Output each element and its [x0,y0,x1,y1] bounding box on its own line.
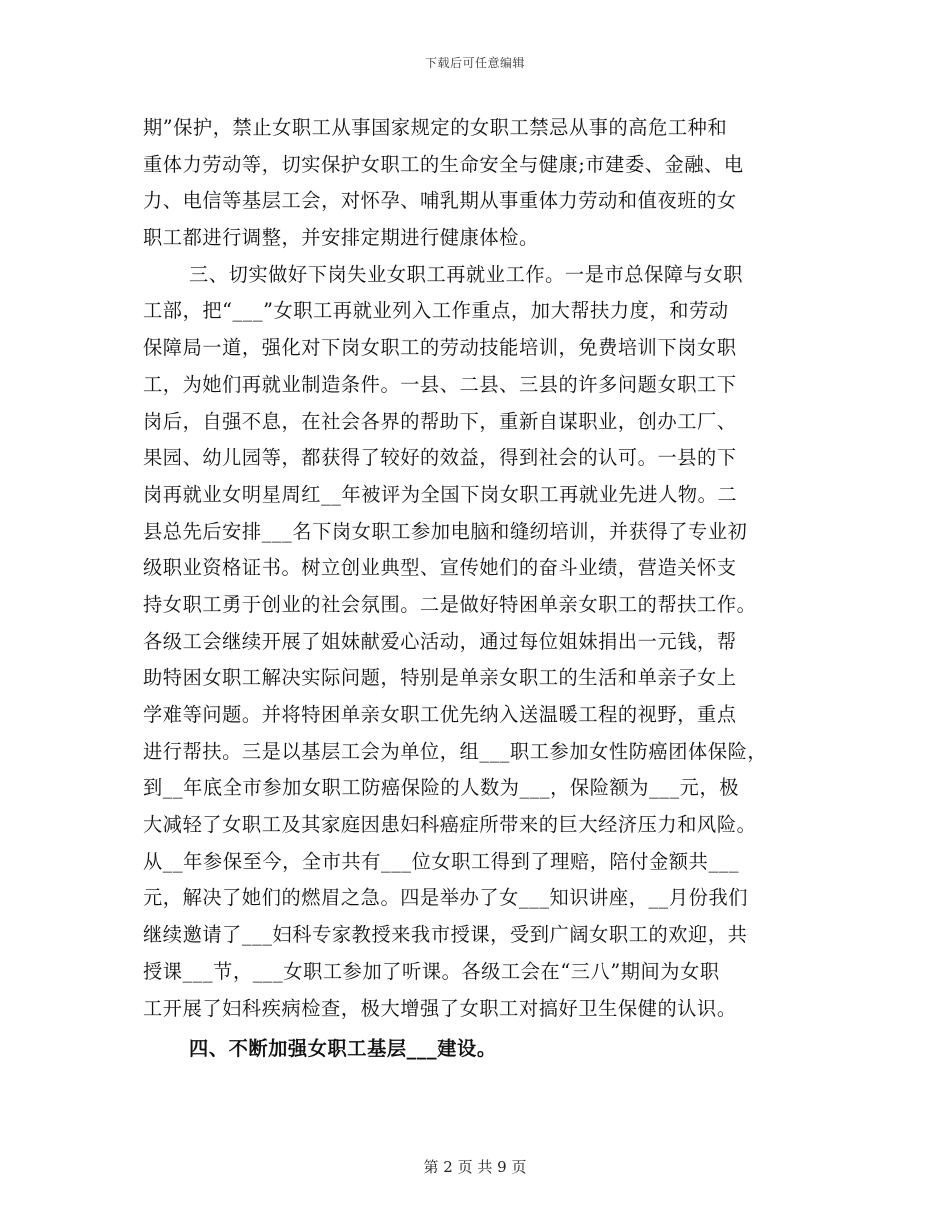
body-line: 元，解决了她们的燃眉之急。四是举办了女___知识讲座，__月份我们 [143,886,749,910]
body-line: 学难等问题。并将特困单亲女职工优先纳入送温暖工程的视野，重点 [143,703,737,726]
body-line: 持女职工勇于创业的社会氛围。二是做好特困单亲女职工的帮扶工作。 [143,592,757,616]
body-line: 工开展了妇科疾病检查，极大增强了女职工对搞好卫生保健的认识。 [143,996,737,1020]
document-body [143,110,823,1068]
body-line: 从__年参保至今，全市共有___位女职工得到了理赔，陪付金额共___ [143,849,740,873]
body-line: 期”保护，禁止女职工从事国家规定的女职工禁忌从事的高危工种和 [143,116,728,139]
body-line: 授课___节，___女职工参加了听课。各级工会在“三八”期间为女职 [143,959,720,983]
section-heading: 四、不断加强女职工基层___建设。 [189,1037,497,1061]
body-line: 力、电信等基层工会，对怀孕、哺乳期从事重体力劳动和值夜班的女 [143,189,737,213]
body-line: 工部，把“___”女职工再就业列入工作重点，加大帮扶力度，和劳动 [143,299,729,323]
body-line: 县总先后安排___名下岗女职工参加电脑和缝纫培训，并获得了专业初 [143,519,748,543]
body-line: 岗再就业女明星周红__年被评为全国下岗女职工再就业先进人物。二 [143,482,738,506]
body-line: 岗后，自强不息，在社会各界的帮助下，重新自谋职业，创办工厂、 [143,409,737,433]
body-line: 级职业资格证书。树立创业典型、宣传她们的奋斗业绩，营造关怀支 [143,556,737,580]
body-line: 工，为她们再就业制造条件。一县、二县、三县的许多问题女职工下 [143,372,737,396]
body-line: 职工都进行调整，并安排定期进行健康体检。 [143,226,539,250]
body-line: 继续邀请了___妇科专家教授来我市授课，受到广阔女职工的欢迎，共 [143,923,748,947]
paragraph-start-line: 三、切实做好下岗失业女职工再就业工作。一是市总保障与女职 [189,262,744,286]
body-line: 进行帮扶。三是以基层工会为单位，组___职工参加女性防癌团体保险， [143,739,768,763]
body-line: 助特困女职工解决实际问题，特别是单亲女职工的生活和单亲子女上 [143,666,737,690]
body-line: 各级工会继续开展了姐妹献爱心活动，通过每位姐妹捐出一元钱，帮 [143,629,737,653]
body-line: 重体力劳动等，切实保护女职工的生命安全与健康;市建委、金融、电 [143,152,744,176]
body-line: 果园、幼儿园等，都获得了较好的效益，得到社会的认可。一县的下 [143,446,737,470]
body-line: 保障局一道，强化对下岗女职工的劳动技能培训，免费培训下岗女职 [143,336,737,360]
body-line: 到__年底全市参加女职工防癌保险的人数为___，保险额为___元，极 [143,776,740,800]
page-header: 下载后可任意编辑 [424,56,525,70]
page-number: 第 2 页 共 9 页 [423,1158,527,1176]
body-line: 大减轻了女职工及其家庭因患妇科癌症所带来的巨大经济压力和风险。 [143,813,757,837]
